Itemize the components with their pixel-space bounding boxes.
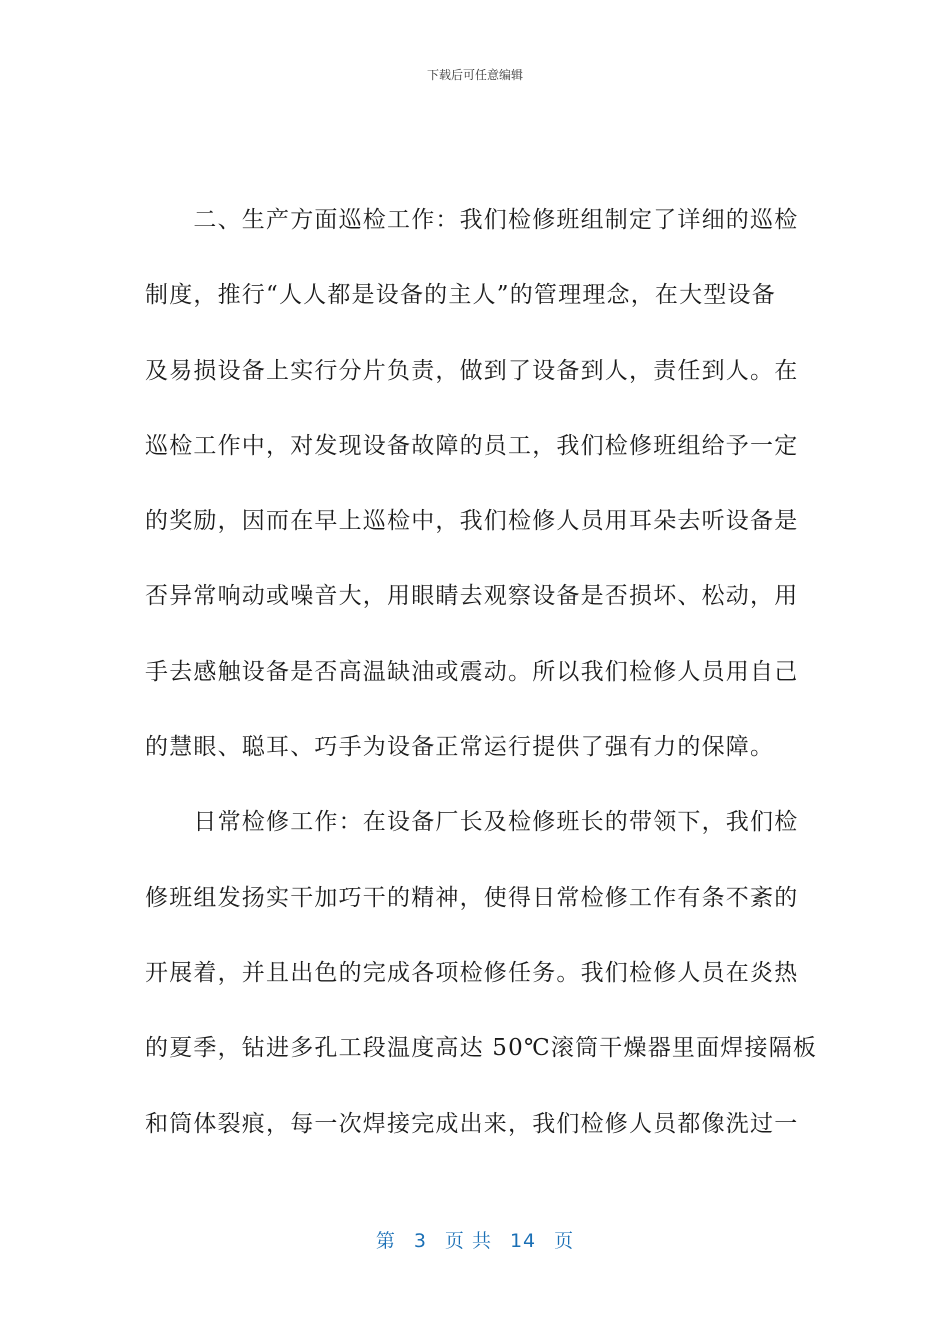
text-line: 及易损设备上实行分片负责，做到了设备到人，责任到人。在 bbox=[145, 357, 799, 384]
footer-middle: 页 共 bbox=[444, 1230, 492, 1252]
document-body bbox=[145, 198, 818, 1177]
text-line: 的慧眼、聪耳、巧手为设备正常运行提供了强有力的保障。 bbox=[145, 734, 775, 761]
text-line: 的奖励，因而在早上巡检中，我们检修人员用耳朵去听设备是 bbox=[145, 508, 799, 535]
footer-suffix: 页 bbox=[554, 1230, 575, 1252]
text-line: 巡检工作中，对发现设备故障的员工，我们检修班组给予一定 bbox=[145, 432, 799, 459]
footer-prefix: 第 bbox=[375, 1230, 396, 1252]
page-header: 下载后可任意编辑 bbox=[426, 68, 523, 82]
page-footer bbox=[0, 1226, 950, 1253]
text-line: 和筒体裂痕，每一次焊接完成出来，我们检修人员都像洗过一 bbox=[145, 1110, 799, 1137]
text-line: 手去感触设备是否高温缺油或震动。所以我们检修人员用自己 bbox=[145, 658, 799, 685]
text-line: 开展着，并且出色的完成各项检修任务。我们检修人员在炎热 bbox=[145, 959, 799, 986]
current-page-number: 3 bbox=[413, 1230, 427, 1252]
text-line: 的夏季，钻进多孔工段温度高达 50℃滚筒干燥器里面焊接隔板 bbox=[145, 1035, 818, 1062]
text-line: 否异常响动或噪音大，用眼睛去观察设备是否损坏、松动，用 bbox=[145, 583, 799, 610]
text-line: 日常检修工作：在设备厂长及检修班长的带领下，我们检 bbox=[145, 809, 799, 836]
text-line: 二、生产方面巡检工作：我们检修班组制定了详细的巡检 bbox=[145, 207, 799, 233]
text-line: 制度，推行“人人都是设备的主人”的管理理念，在大型设备 bbox=[145, 282, 776, 309]
text-line: 修班组发扬实干加巧干的精神，使得日常检修工作有条不紊的 bbox=[145, 884, 799, 911]
total-page-count: 14 bbox=[509, 1230, 537, 1252]
